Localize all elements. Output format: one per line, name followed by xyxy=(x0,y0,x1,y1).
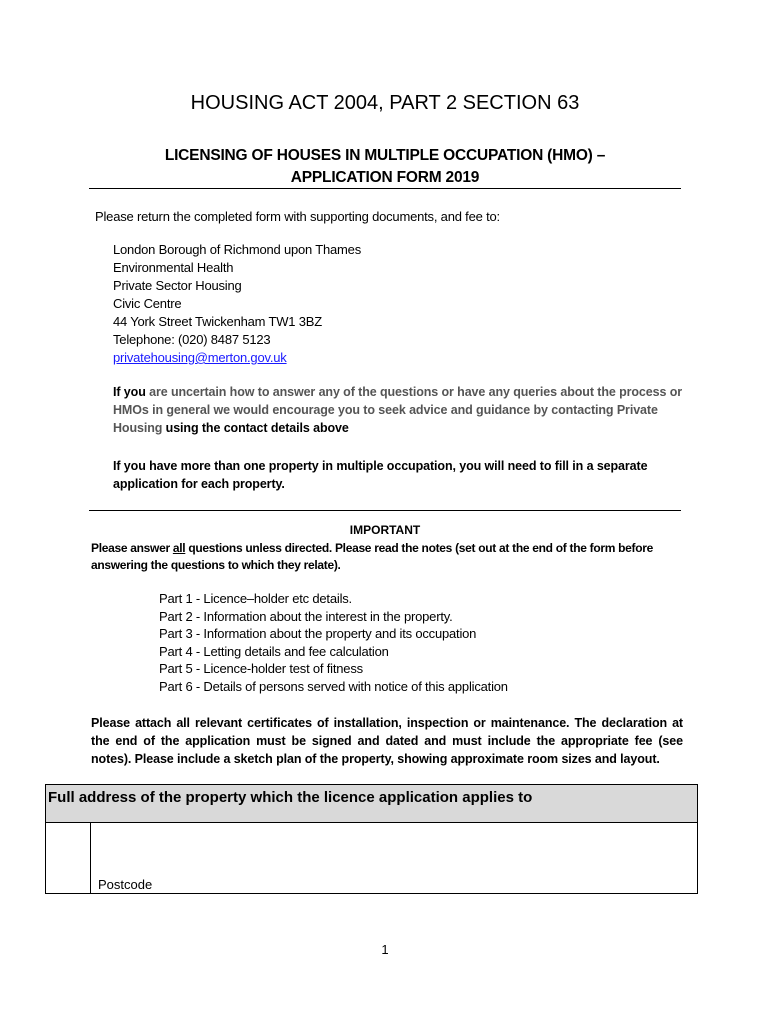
list-item: Part 6 - Details of persons served with notice of this application xyxy=(159,678,508,694)
telephone: Telephone: (020) 8487 5123 xyxy=(113,332,271,347)
list-item: Part 1 - Licence–holder etc details. xyxy=(159,591,352,606)
instruction-emphasis: all xyxy=(172,541,186,555)
postcode-label: Postcode xyxy=(98,877,153,892)
attach-note: Please attach all relevant certificates of installation, inspection or maintenance. The declaration at the end of the application must be signed and dated and must include the appropriate fee (see notes). Please include a sketch plan of the property, showing approximate room sizes and layout. xyxy=(91,716,683,766)
advice-body: are uncertain how to answer any of the questions or have any queries about the process or HMOs in general we would encourage you to seek advice and guidance by contacting Private Housing xyxy=(113,385,683,435)
instruction-text: questions unless directed. Please read the notes (set out at the end of the form before answering the questions to which they relate). xyxy=(91,541,654,572)
multiple-property-note: If you have more than one property in multiple occupation, you will need to fill in a separate application for each property. xyxy=(113,459,648,491)
form-title xyxy=(90,145,680,189)
return-instruction: Please return the completed form with supporting documents, and fee to: xyxy=(95,209,500,224)
act-title: HOUSING ACT 2004, PART 2 SECTION 63 xyxy=(190,92,580,114)
title-divider xyxy=(89,188,681,189)
address-line: Private Sector Housing xyxy=(113,278,242,293)
list-item: Part 4 - Letting details and fee calculation xyxy=(159,643,389,659)
address-line: 44 York Street Twickenham TW1 3BZ xyxy=(113,314,322,329)
council-address xyxy=(113,241,361,367)
list-item: Part 2 - Information about the interest in the property. xyxy=(159,608,453,624)
email-link[interactable]: privatehousing@merton.gov.uk xyxy=(113,350,287,365)
address-line: London Borough of Richmond upon Thames xyxy=(113,242,362,257)
address-line: Civic Centre xyxy=(113,296,182,311)
instruction-text: Please answer xyxy=(91,541,173,555)
advice-lead: If you xyxy=(113,385,146,399)
answer-all-instruction xyxy=(91,540,691,574)
list-item: Part 3 - Information about the property and its occupation xyxy=(159,626,477,641)
property-address-header xyxy=(46,785,697,823)
advice-tail: using the contact details above xyxy=(162,421,349,435)
form-title-line1: LICENSING OF HOUSES IN MULTIPLE OCCUPATION (HMO) – xyxy=(164,147,606,164)
advice-paragraph xyxy=(113,383,683,437)
property-address-table xyxy=(45,784,698,894)
property-address-header-label: Full address of the property which the licence application applies to xyxy=(48,789,533,806)
list-item: Part 5 - Licence-holder test of fitness xyxy=(159,661,363,676)
parts-list xyxy=(159,590,508,695)
form-title-line2: APPLICATION FORM 2019 xyxy=(290,169,480,186)
important-heading: IMPORTANT xyxy=(349,523,421,537)
address-line: Environmental Health xyxy=(113,260,234,275)
property-address-field[interactable] xyxy=(91,823,697,893)
address-number-cell xyxy=(46,823,91,893)
section-divider xyxy=(89,510,681,511)
page-number: 1 xyxy=(381,942,389,957)
